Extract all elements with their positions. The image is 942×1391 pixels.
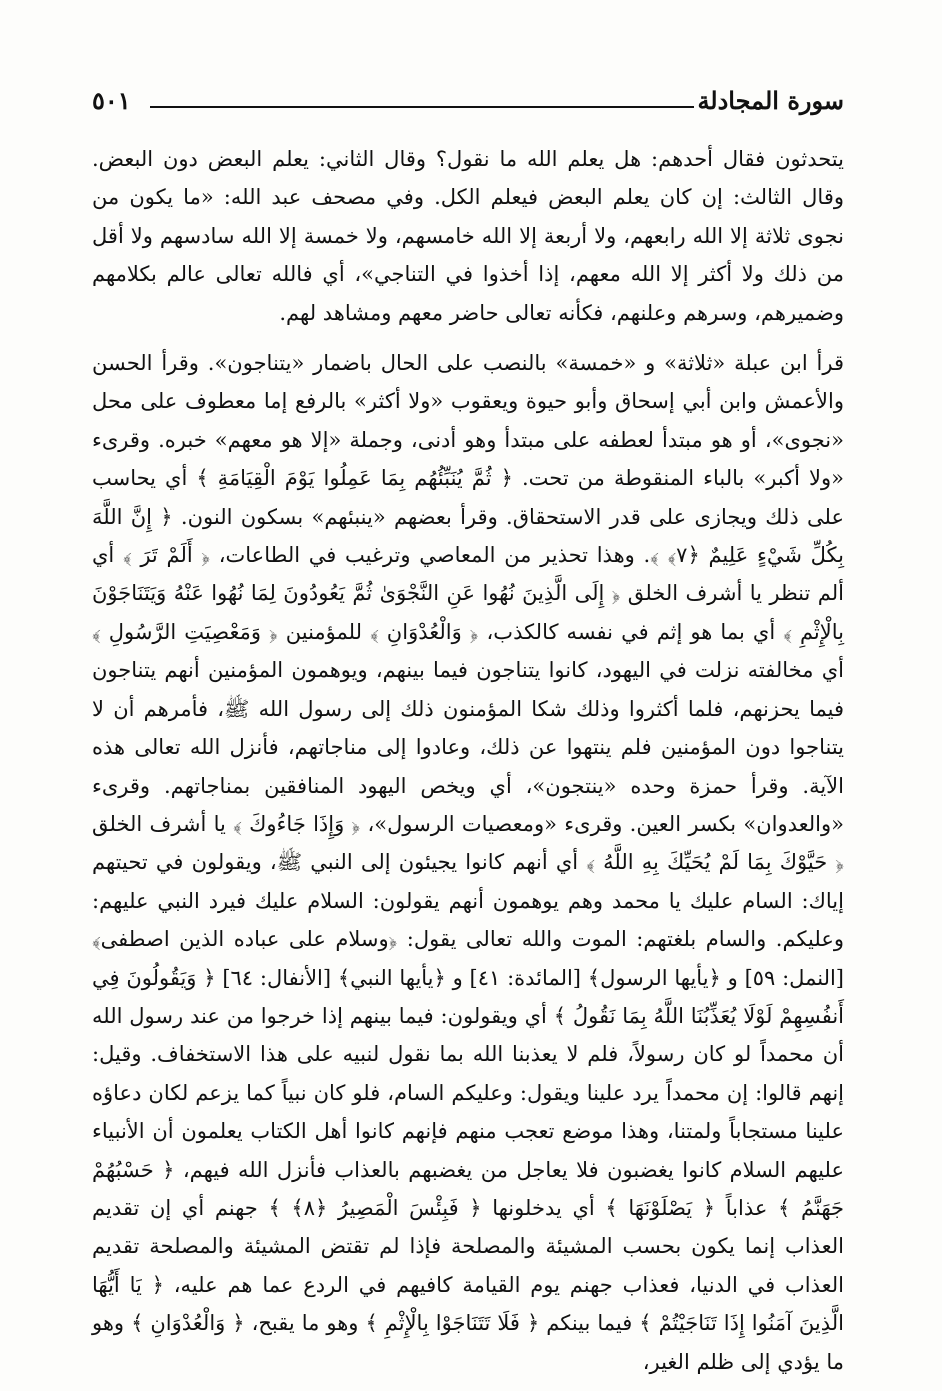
paragraph-1: يتحدثون فقال أحدهم: هل يعلم الله ما نقول؟ وقال الثاني: يعلم البعض دون البعض. وقال الثالث: إن كان يعلم البعض فيعلم الكل. وفي مصحف عبد الله: «ما يكون من نجوى ثلاثة إلا الله رابعهم، ولا أربعة إلا الله خامسهم، ولا خمسة إلا الله سادسهم ولا أقل من ذلك ولا أكثر إلا الله معهم، إذا أخذوا في التناجي»، أي فالله تعالى عالم بكلامهم وضميرهم، وسرهم وعلنهم، فكأنه تعالى حاضر معهم ومشاهد لهم. <box>92 147 844 325</box>
page-number: ٥٠١ <box>92 86 131 115</box>
page-header <box>92 82 844 122</box>
surah-title: سورة المجادلة <box>697 86 844 115</box>
header-rule <box>150 106 694 108</box>
paragraph-2: قرأ ابن عبلة «ثلاثة» و «خمسة» بالنصب على الحال باضمار «يتناجون». وقرأ الحسن والأعمش وابن أبي إسحاق وأبو حيوة ويعقوب «ولا أكثر» بالرفع إما معطوف على محل «نجوى»، أو هو مبتدأ لعطفه على مبتدأ وهو أدنى، وجملة «إلا هو معهم» خبره. وقرىء «ولا أكبر» بالباء المنقوطة من تحت. ﴿ ثُمَّ يُنَبِّئُهُم بِمَا عَمِلُوا يَوْمَ الْقِيَامَةِ ﴾ أي يحاسب على ذلك ويجازى على قدر الاستحقاق. وقرأ بعضهم «ينبئهم» بسكون النون. ﴿ إِنَّ اللَّهَ بِكُلِّ شَيْءٍ عَلِيمٌ ﴿٧﴾ ﴾. وهذا تحذير من المعاصي وترغيب في الطاعات، ﴿ أَلَمْ تَرَ ﴾ أي ألم تنظر يا أشرف الخلق ﴿ إِلَى الَّذِينَ نُهُوا عَنِ النَّجْوَىٰ ثُمَّ يَعُودُونَ لِمَا نُهُوا عَنْهُ وَيَتَنَاجَوْنَ بِالْإِثْمِ ﴾ أي بما هو إثم في نفسه كالكذب، ﴿ وَالْعُدْوَانِ ﴾ للمؤمنين ﴿ وَمَعْصِيَتِ الرَّسُولِ ﴾ أي مخالفته نزلت في اليهود، كانوا يتناجون فيما بينهم، ويوهمون المؤمنين أنهم يتناجون فيما يحزنهم، فلما أكثروا وذلك شكا المؤمنون ذلك إلى رسول الله ﷺ، فأمرهم أن لا يتناجوا دون المؤمنين فلم ينتهوا عن ذلك، وعادوا إلى مناجاتهم، فأنزل الله تعالى هذه الآية. وقرأ حمزة وحده «ينتجون»، أي ويخص اليهود المنافقين بمناجاتهم. وقرىء «والعدوان» بكسر العين. وقرىء «ومعصيات الرسول»، ﴿ وَإِذَا جَاءُوكَ ﴾ يا أشرف الخلق ﴿ حَيَّوْكَ بِمَا لَمْ يُحَيِّكَ بِهِ اللَّهُ ﴾ أي أنهم كانوا يجيئون إلى النبي ﷺ، ويقولون في تحيتهم إياك: السام عليك يا محمد وهم يوهمون أنهم يقولون: السلام عليك فيرد النبي عليهم: وعليكم. والسام بلغتهم: الموت والله تعالى يقول: ﴿وسلام على عباده الذين اصطفى﴾ [النمل: ٥٩] و ﴿يأيها الرسول﴾ [المائدة: ٤١] و ﴿يأيها النبي﴾ [الأنفال: ٦٤] ﴿ وَيَقُولُونَ فِي أَنفُسِهِمْ لَوْلَا يُعَذِّبُنَا اللَّهُ بِمَا نَقُولُ ﴾ أي ويقولون: فيما بينهم إذا خرجوا من عند رسول الله أن محمداً لو كان رسولاً، فلم لا يعذبنا الله بما نقول لنبيه على هذا الاستخفاف. وقيل: إنهم قالوا: إن محمداً يرد علينا ويقول: وعليكم السام، فلو كان نبياً كما يزعم لكان دعاؤه علينا مستجاباً ولمتنا، وهذا موضع تعجب منهم فإنهم كانوا أهل الكتاب يعلمون أن الأنبياء عليهم السلام كانوا يغضبون فلا يعاجل من يغضبهم بالعذاب فأنزل الله فيهم، ﴿ حَسْبُهُمْ جَهَنَّمُ ﴾ عذاباً ﴿ يَصْلَوْنَهَا ﴾ أي يدخلونها ﴿ فَبِئْسَ الْمَصِيرُ ﴿٨﴾ ﴾ جهنم أي إن تقديم العذاب إنما يكون بحسب المشيئة والمصلحة فإذا لم تقتض المشيئة والمصلحة تقديم العذاب في الدنيا، فعذاب جهنم يوم القيامة كافيهم في الردع عما هم عليه، ﴿ يَا أَيُّهَا الَّذِينَ آمَنُوا إِذَا تَنَاجَيْتُمْ ﴾ فيما بينكم ﴿ فَلَا تَتَنَاجَوْا بِالْإِثْمِ ﴾ وهو ما يقبح، ﴿ وَالْعُدْوَانِ ﴾ وهو ما يؤدي إلى ظلم الغير، <box>92 351 844 1374</box>
page-body <box>92 140 844 1374</box>
